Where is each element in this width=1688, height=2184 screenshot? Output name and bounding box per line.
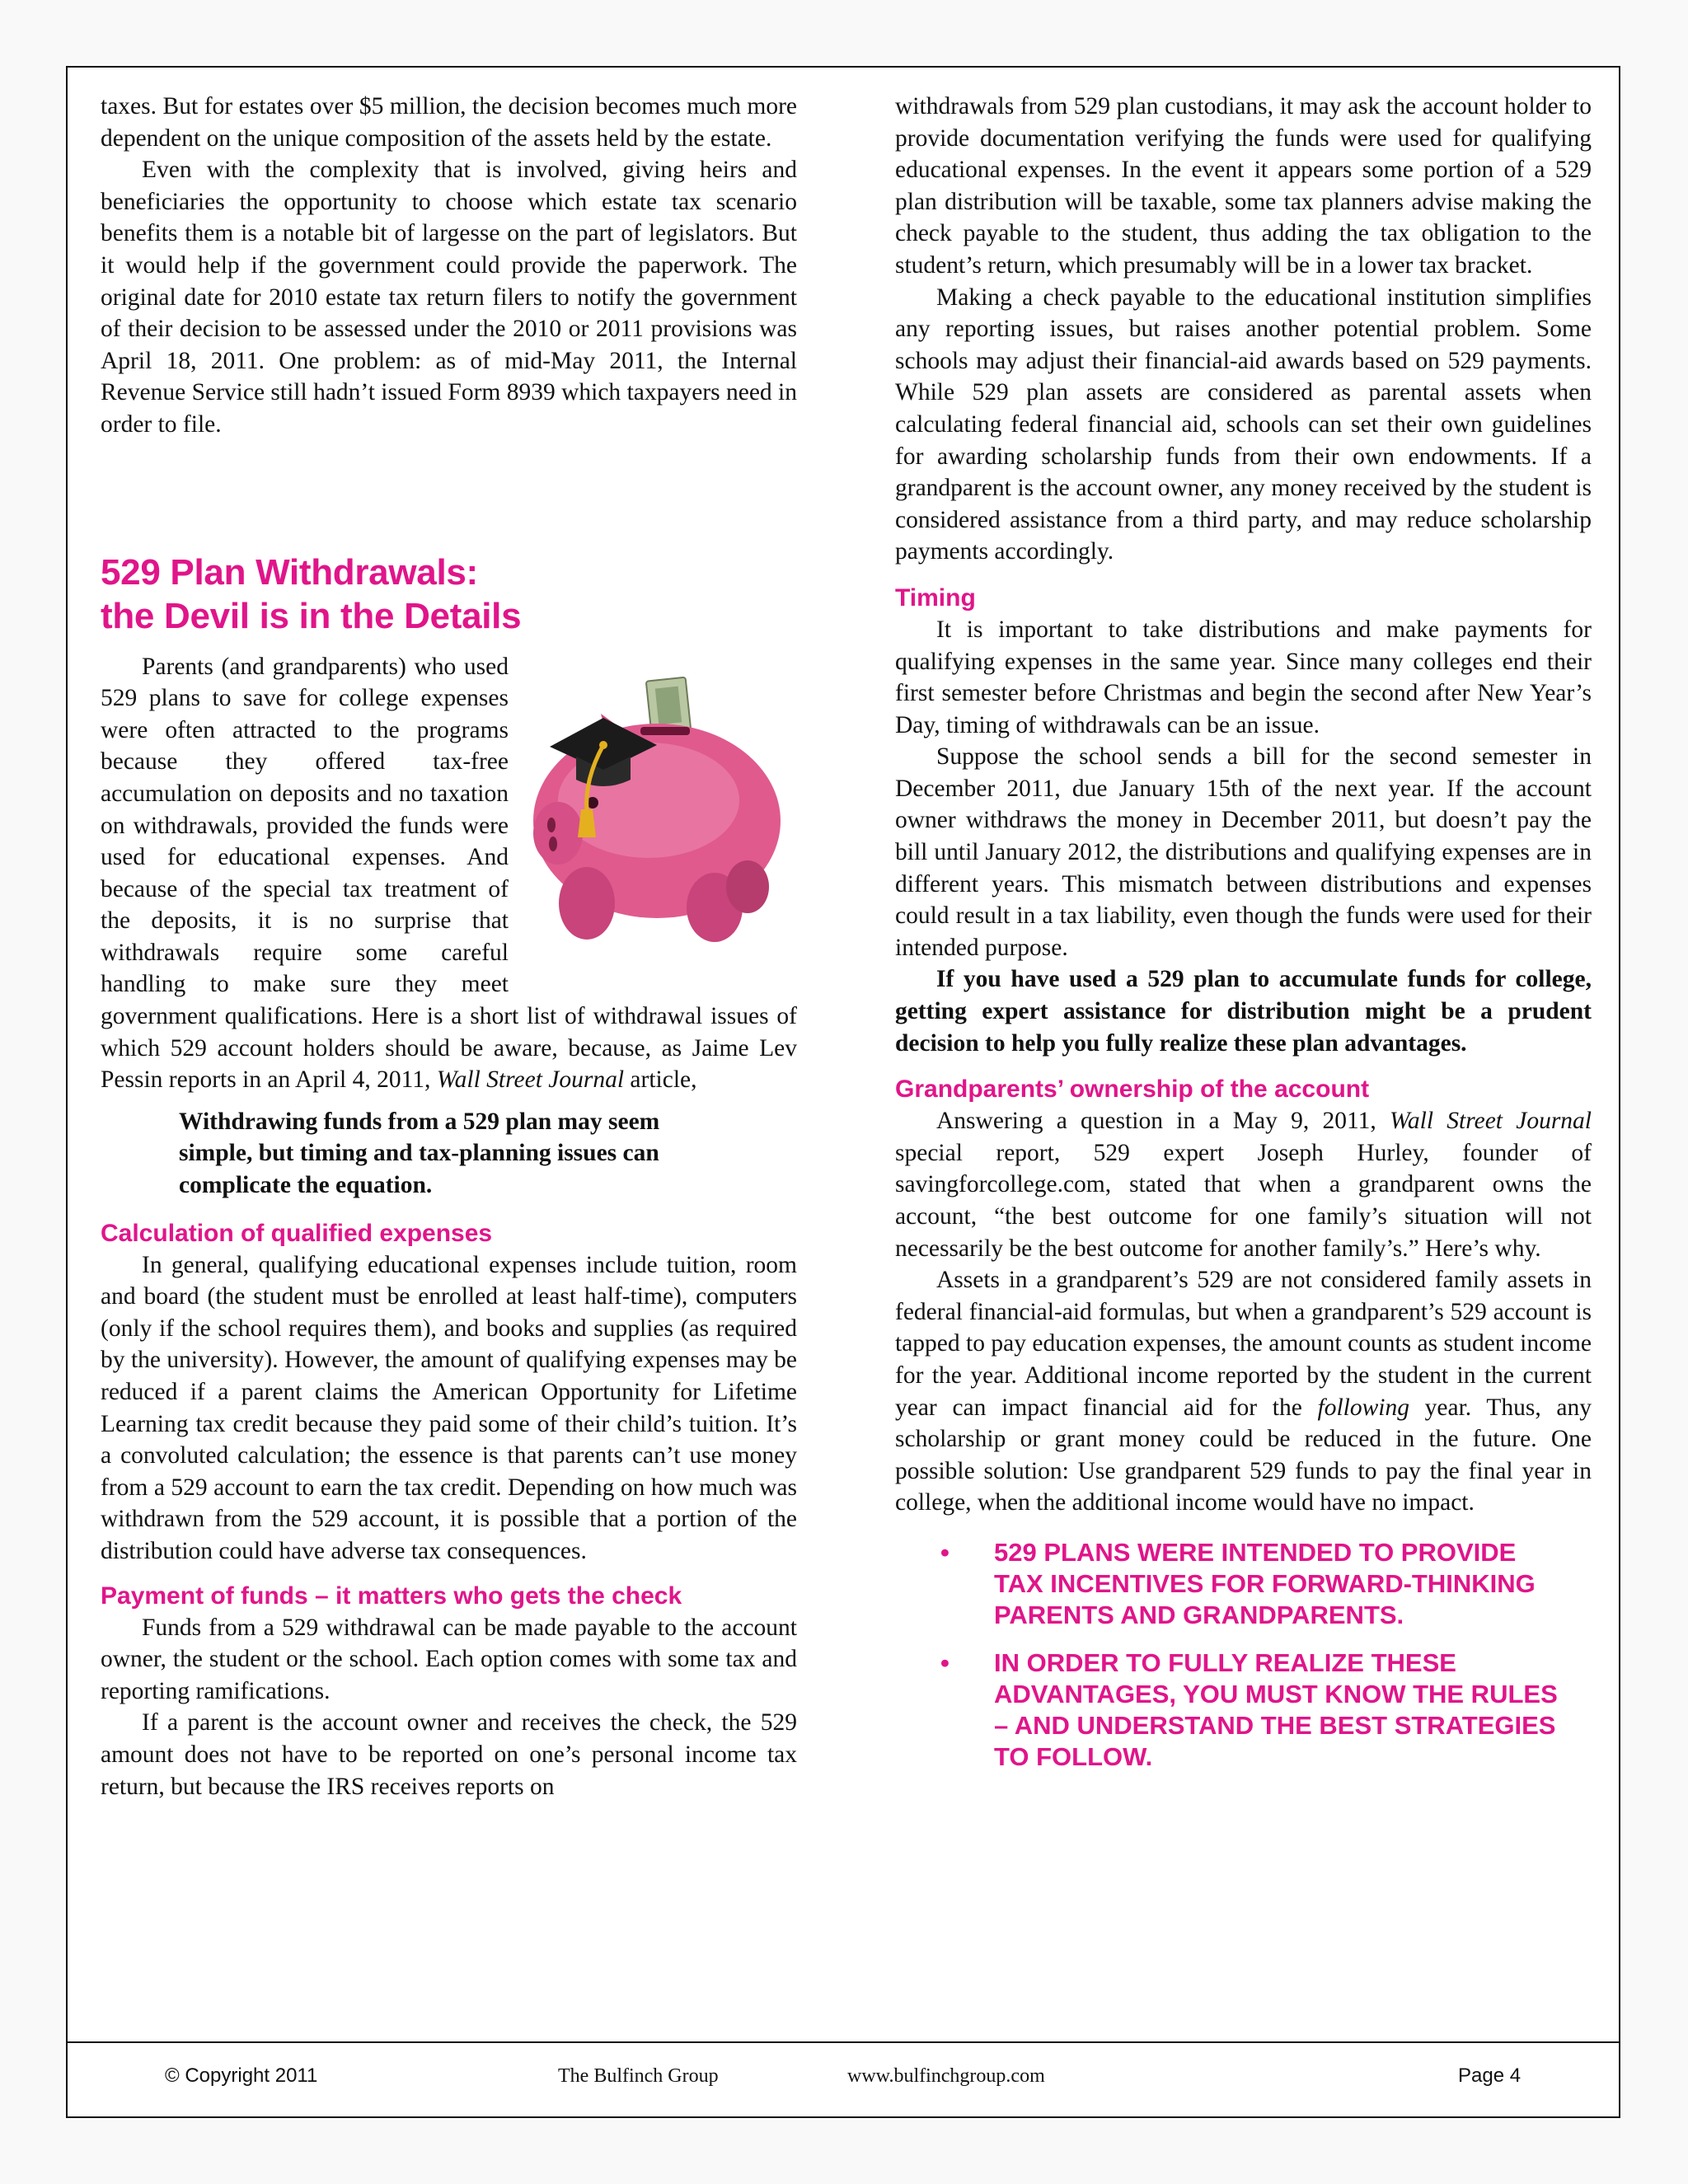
spacer	[895, 568, 1592, 583]
bullet-icon: •	[940, 1647, 950, 1677]
spacer	[895, 1059, 1592, 1074]
spacer	[101, 441, 797, 551]
footer-website: www.bulfinchgroup.com	[847, 2065, 1045, 2087]
paragraph-withdrawals-continued: withdrawals from 529 plan custodians, it may ask the account holder to provide documentation verifying the funds were used for qualifying educational expenses. In the event it appears some portion of a 529 plan distribution will be taxable, some tax planners advise making the check payable to the student, thus adding the tax obligation to the student’s return, which presumably will be in a lower tax bracket.	[895, 93, 1592, 279]
paragraph-check-payable: Making a check payable to the educational institution simplifies any reporting issues, but raises another potential problem. Some schools may adjust their financial-aid awards based on 529 payments. While 529 plan assets are considered as parental assets when calculating federal financial aid, schools can set their own guidelines for awarding scholarship funds from their own endowments. If a grandparent is the account owner, any money received by the student is considered assistance from a third party, and may reduce scholarship payments accordingly.	[895, 284, 1592, 565]
article-heading-line2: the Devil is in the Details	[101, 595, 522, 636]
paragraph-wsj-hurley: Answering a question in a May 9, 2011, Wall Street Journal special report, 529 expert Joseph Hurley, founder of savingforcollege.com, stated that when a grandparent owns the account, “the best outcome for one family’s situation will not necessarily be the best outcome for another family’s.” Here’s why.	[895, 1108, 1592, 1262]
callout-bullet-list	[895, 1537, 1592, 1773]
footer-copyright: © Copyright 2011	[165, 2064, 318, 2087]
paragraph-estate-continued: taxes. But for estates over $5 million, the decision becomes much more dependent on the unique composition of the assets held by the estate.	[101, 93, 797, 152]
paragraph-parent-owner: If a parent is the account owner and receives the check, the 529 amount does not have to be reported on one’s personal income tax return, but because the IRS receives reports on	[101, 1709, 797, 1800]
pull-quote: Withdrawing funds from a 529 plan may seem simple, but timing and tax-planning issues can complicate the equation.	[179, 1108, 660, 1199]
right-column	[895, 91, 1592, 1789]
footer-divider	[68, 2041, 1619, 2043]
footer-page-number: Page 4	[1458, 2064, 1522, 2087]
bullet-icon: •	[940, 1537, 950, 1567]
left-column	[101, 91, 797, 1802]
paragraph-expert-assistance: If you have used a 529 plan to accumulate funds for college, getting expert assistance for distribution might be a prudent decision to help you fully realize these plan advantages.	[895, 966, 1592, 1057]
subheading-payment: Payment of funds – it matters who gets the check	[101, 1582, 682, 1610]
spacer	[101, 638, 797, 651]
subheading-grandparents: Grandparents’ ownership of the account	[895, 1076, 1370, 1104]
paragraph-grandparent-assets: Assets in a grandparent’s 529 are not considered family assets in federal financial-aid formulas, but when a grandparent’s 529 account is tapped to pay education expenses, the amount counts as student income for the year. Additional income reported by the student in the current year can impact financial aid for the following year. Thus, any scholarship or grant money could be reduced in the future. One possible solution: Use grandparent 529 funds to pay the final year in college, when the additional income would have no impact.	[895, 1267, 1592, 1516]
paragraph-qualified-expenses: In general, qualifying educational expenses include tuition, room and board (the student must be enrolled at least half-time), computers (only if the school requires them), and books and supplies (as required by the university). However, the amount of qualifying expenses may be reduced if a parent claims the American Opportunity for Lifetime Learning tax credit because they paid some of their child’s tuition. It’s a convoluted calculation; the essence is that parents can’t use money from a 529 account to earn the tax credit. Depending on how much was withdrawn from the 529 account, it is possible that a portion of the distribution could have adverse tax consequences.	[101, 1251, 797, 1564]
callout-bullet: • IN ORDER TO FULLY REALIZE THESE ADVANTAGES, YOU MUST KNOW THE RULES – AND UNDERSTAND THE BEST STRATEGIES TO FOLLOW.	[940, 1647, 1558, 1771]
article-heading-line1: 529 Plan Withdrawals:	[101, 551, 478, 593]
subheading-timing: Timing	[895, 583, 976, 612]
spacer	[101, 1568, 797, 1581]
paragraph-estate-complexity: Even with the complexity that is involved, giving heirs and beneficiaries the opportunity to choose which estate tax scenario benefits them is a notable bit of largesse on the part of legislators. But it would help if the government could provide the paperwork. The original date for 2010 estate tax return filers to notify the government of their decision to be assessed under the 2010 or 2011 provisions was April 18, 2011. One problem: as of mid-May 2011, the Internal Revenue Service still hadn’t issued Form 8939 which taxpayers need in order to file.	[101, 157, 797, 438]
piggy-bank-graduation-cap-icon	[525, 656, 797, 977]
article-heading	[101, 551, 797, 638]
paragraph-529-intro: Parents (and grandparents) who used 529 plans to save for college expenses were often attracted to the programs because they offered tax-free accumulation on deposits and no taxation on withdrawals, provided the funds were used for educational expenses. And because of the special tax treatment of the deposits, it is no surprise that withdrawals require some careful handling to make sure they meet government qualifications. Here is a short list of withdrawal issues of which 529 account holders should be aware, because, as Jaime Lev Pessin reports in an April 4, 2011, Wall Street Journal article,	[101, 653, 797, 1094]
callout-bullet: • 529 PLANS WERE INTENDED TO PROVIDE TAX INCENTIVES FOR FORWARD-THINKING PARENTS AND GRANDPARENTS.	[940, 1537, 1536, 1629]
subheading-calculation: Calculation of qualified expenses	[101, 1219, 493, 1247]
newsletter-page	[66, 66, 1620, 2118]
paragraph-timing: It is important to take distributions and make payments for qualifying expenses in the same year. Since many colleges end their first semester before Christmas and begin the second after New Year’s Day, timing of withdrawals can be an issue.	[895, 616, 1592, 738]
paragraph-timing-example: Suppose the school sends a bill for the second semester in December 2011, due January 15th of the next year. If the account owner withdraws the money in December 2011, but doesn’t pay the bill until January 2012, the distributions and qualifying expenses are in different years. This mismatch between distributions and expenses could result in a tax liability, even though the funds were used for their intended purpose.	[895, 743, 1592, 961]
footer-company: The Bulfinch Group	[558, 2065, 719, 2087]
paragraph-payment-options: Funds from a 529 withdrawal can be made payable to the account owner, the student or the school. Each option comes with some tax and reporting ramifications.	[101, 1614, 797, 1704]
